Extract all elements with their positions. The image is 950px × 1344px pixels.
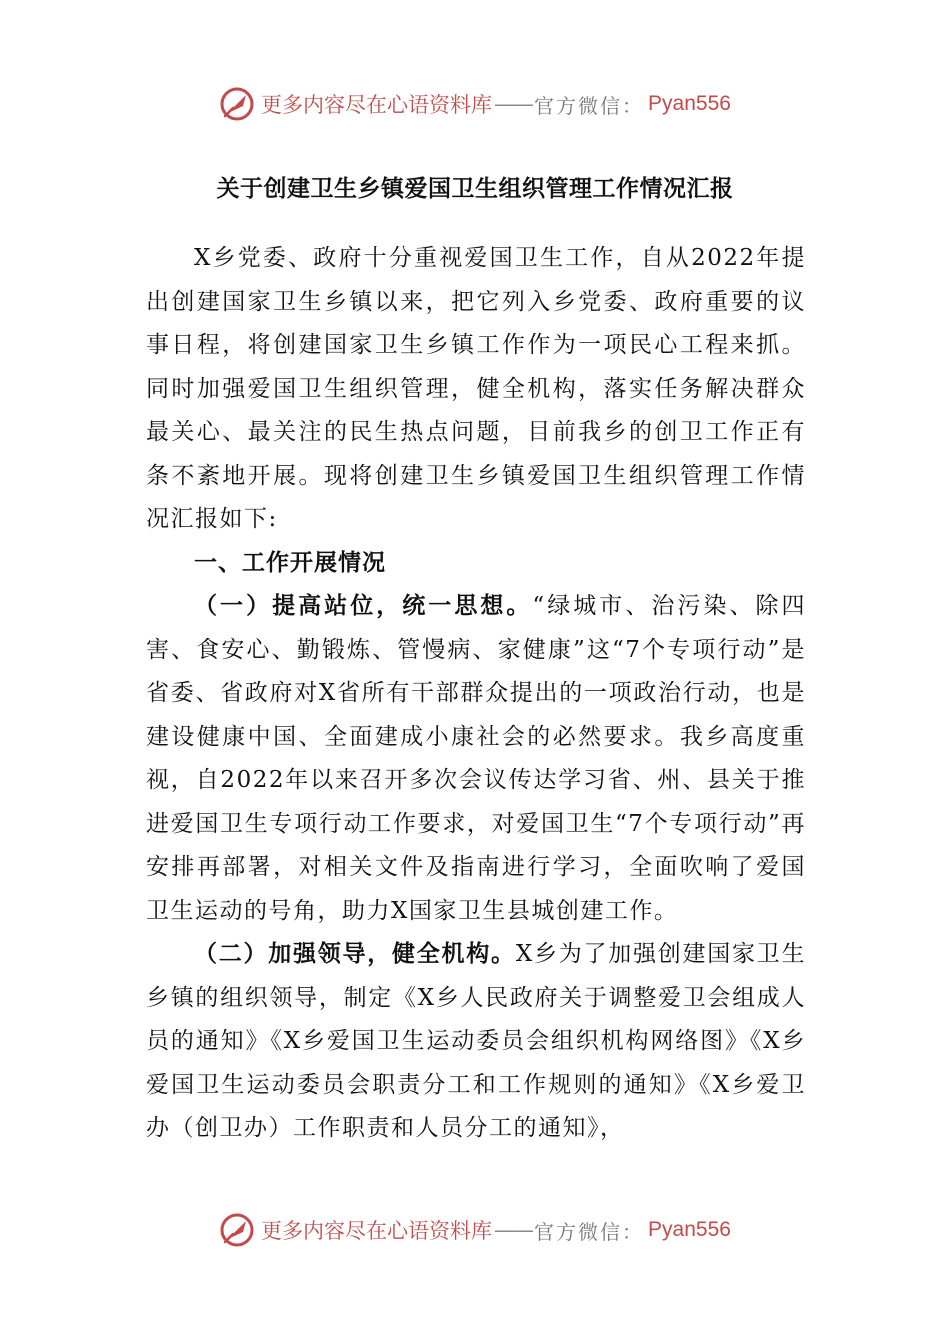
document-title: 关于创建卫生乡镇爱国卫生组织管理工作情况汇报 [216,176,734,202]
item1-body: “绿城市、治污染、除四害、食安心、勤锻炼、管慢病、家健康”这“7个专项行动”是省委、省政府对X省所有干部群众提出的一项政治行动，也是建设健康中国、全面建成小康社会的必然要求。我乡高度重视，自2022年以来召开多次会议传达学习省、州、县关于推进爱国卫生专项行动工作要求，对爱国卫生“7个专项行动”再安排再部署，对相关文件及指南进行学习，全面吹响了爱国卫生运动的号角，助力X国家卫生县城创建工作。 [146,593,806,924]
quill-logo-icon [219,1212,255,1248]
watermark-text: 更多内容尽在心语资料库 [261,1219,493,1243]
watermark-account: Pyan556 [648,92,731,115]
section-heading: 一、工作开展情况 [194,549,386,576]
item2-paragraph [146,933,806,1151]
watermark-official-label: 官方微信： [534,93,645,118]
watermark-banner-bottom [0,1208,950,1252]
item2-body: X乡为了加强创建国家卫生乡镇的组织领导，制定《X乡人民政府关于调整爱卫会组成人员的通知》《X乡爱国卫生运动委员会组织机构网络图》《X乡爱国卫生运动委员会职责分工和工作规则的通知》《X乡爱卫办（创卫办）工作职责和人员分工的通知》， [146,941,807,1141]
item1-paragraph [146,585,806,933]
watermark-separator: —— [494,92,533,116]
item1-lead: （一）提高站位，统一思想。 [194,593,533,619]
watermark-official-label: 官方微信： [534,1219,645,1244]
watermark-text: 更多内容尽在心语资料库 [261,93,493,117]
item2-lead: （二）加强领导，健全机构。 [194,941,516,967]
watermark-separator: —— [494,1218,533,1242]
watermark-account: Pyan556 [648,1218,731,1241]
quill-logo-icon [219,86,255,122]
document-body [146,237,806,1151]
intro-paragraph: X乡党委、政府十分重视爱国卫生工作，自从2022年提出创建国家卫生乡镇以来，把它列入乡党委、政府重要的议事日程，将创建国家卫生乡镇工作作为一项民心工程来抓。同时加强爱国卫生组织管理，健全机构，落实任务解决群众最关心、最关注的民生热点问题，目前我乡的创卫工作正有条不紊地开展。现将创建卫生乡镇爱国卫生组织管理工作情况汇报如下: [146,245,806,532]
watermark-banner-top [0,82,950,126]
